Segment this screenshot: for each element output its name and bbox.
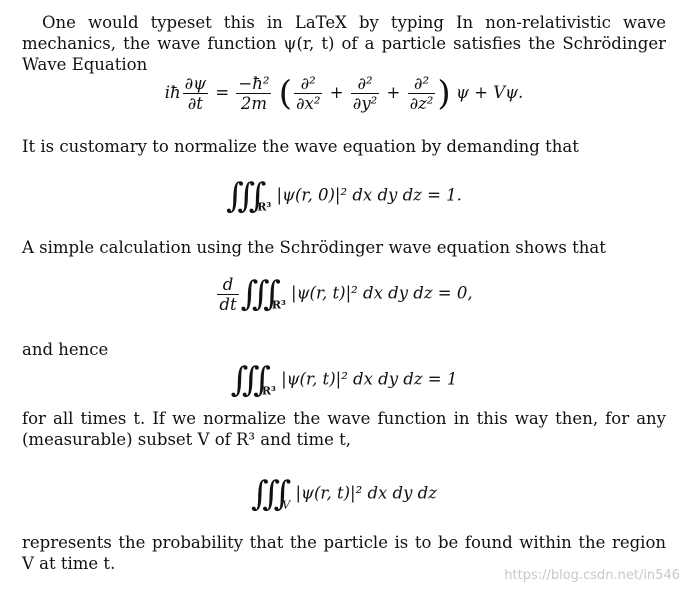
paragraph-all-times: for all times t. If we normalize the wave function in this way then, for any (measurable) subset V of R³ and time t, bbox=[22, 409, 666, 449]
eq1-plus-2: + bbox=[386, 83, 401, 102]
equation-time-derivative bbox=[22, 274, 666, 314]
eq4-integrand: |ψ(r, t)|² dx dy dz = 1 bbox=[281, 369, 458, 389]
eq1-lhs-prefix: iħ bbox=[164, 83, 181, 102]
equation-probability bbox=[22, 474, 666, 514]
paragraph-normalize: It is customary to normalize the wave equation by demanding that bbox=[22, 137, 579, 156]
eq1-term-x: $\frac{\text{∂²}}{\text{∂x²}}$ bbox=[296, 74, 321, 113]
watermark-url: https://blog.csdn.net/in546 bbox=[504, 568, 680, 583]
eq1-coefficient: $\frac{\text{−ħ²}}{2m}$ bbox=[238, 74, 270, 113]
eq2-integral: ∭ bbox=[226, 176, 258, 216]
eq3-integral: ∭ bbox=[240, 274, 272, 314]
eq3-integrand: |ψ(r, t)|² dx dy dz = 0, bbox=[291, 283, 473, 303]
eq4-integral: ∭ bbox=[230, 360, 262, 400]
eq5-integrand: |ψ(r, t)|² dx dy dz bbox=[295, 483, 437, 503]
eq3-domain: R³ bbox=[271, 298, 286, 312]
eq2-domain: R³ bbox=[257, 200, 272, 214]
eq1-lhs-fraction: $\frac{\partial\psi}{\partial t}$ bbox=[184, 74, 207, 113]
equation-schrodinger bbox=[22, 74, 666, 113]
eq1-equals: = bbox=[215, 83, 230, 102]
eq1-open-paren: ( bbox=[278, 73, 292, 114]
eq1-term-y: $\frac{\text{∂²}}{\text{∂y²}}$ bbox=[352, 74, 378, 113]
eq4-domain: R³ bbox=[261, 384, 276, 398]
eq1-close-paren: ) bbox=[437, 73, 451, 114]
eq2-integrand: |ψ(r, 0)|² dx dy dz = 1. bbox=[276, 185, 462, 205]
paragraph-calculation: A simple calculation using the Schrödinger wave equation shows that bbox=[22, 238, 606, 257]
paragraph-hence: and hence bbox=[22, 340, 109, 359]
eq1-term-z: $\frac{\text{∂²}}{\text{∂z²}}$ bbox=[409, 74, 434, 113]
equation-normalization bbox=[22, 176, 666, 216]
equation-normalized-all-times bbox=[22, 360, 666, 400]
eq1-plus-1: + bbox=[329, 83, 344, 102]
paragraph-intro: One would typeset this in LaTeX by typing In non-relativistic wave mechanics, the wave function ψ(r, t) of a particle satisfies the Schrödinger Wave Equation bbox=[22, 13, 666, 74]
eq5-domain: V bbox=[282, 498, 291, 512]
paragraph-probability: represents the probability that the particle is to be found within the region V at time t. bbox=[22, 533, 666, 573]
eq5-integral: ∭ bbox=[251, 474, 283, 514]
eq1-tail: ψ + Vψ. bbox=[455, 83, 524, 102]
eq3-derivative: $\frac{d}{dt}$ bbox=[219, 274, 237, 314]
